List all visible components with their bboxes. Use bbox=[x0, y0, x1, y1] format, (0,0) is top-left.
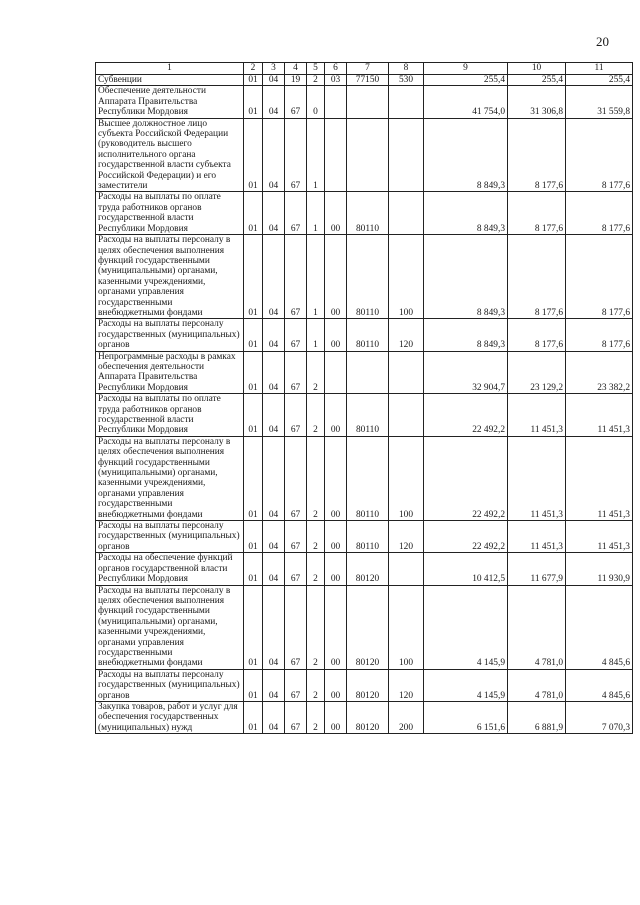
code-cell: 2 bbox=[307, 436, 325, 520]
code-cell: 04 bbox=[263, 75, 285, 86]
code-cell: 00 bbox=[325, 521, 347, 553]
code-cell: 67 bbox=[285, 394, 307, 437]
code-cell: 04 bbox=[263, 669, 285, 701]
col-header: 1 bbox=[96, 63, 244, 75]
code-cell: 01 bbox=[244, 521, 263, 553]
row-name: Расходы на выплаты персоналу государственных (муниципальных) органов bbox=[96, 521, 244, 553]
col-header: 11 bbox=[566, 63, 633, 75]
code-cell: 80120 bbox=[347, 701, 389, 733]
code-cell: 04 bbox=[263, 235, 285, 319]
code-cell: 01 bbox=[244, 319, 263, 351]
code-cell: 100 bbox=[389, 585, 424, 669]
header-row bbox=[96, 63, 633, 75]
code-cell: 67 bbox=[285, 192, 307, 235]
amount-cell: 4 145,9 bbox=[424, 669, 508, 701]
code-cell: 80120 bbox=[347, 585, 389, 669]
amount-cell: 23 382,2 bbox=[566, 351, 633, 394]
code-cell: 01 bbox=[244, 701, 263, 733]
code-cell: 01 bbox=[244, 553, 263, 585]
amount-cell: 11 451,3 bbox=[566, 394, 633, 437]
table-row bbox=[96, 192, 633, 235]
code-cell: 00 bbox=[325, 585, 347, 669]
amount-cell: 11 451,3 bbox=[566, 436, 633, 520]
table-row bbox=[96, 553, 633, 585]
code-cell: 01 bbox=[244, 394, 263, 437]
table-row bbox=[96, 86, 633, 118]
code-cell: 1 bbox=[307, 118, 325, 192]
row-name: Расходы на выплаты по оплате труда работников органов государственной власти Республики Мордовия bbox=[96, 394, 244, 437]
col-header: 4 bbox=[285, 63, 307, 75]
table-row bbox=[96, 75, 633, 86]
code-cell: 00 bbox=[325, 394, 347, 437]
code-cell bbox=[389, 118, 424, 192]
code-cell: 0 bbox=[307, 86, 325, 118]
amount-cell: 8 177,6 bbox=[508, 319, 566, 351]
row-name: Расходы на обеспечение функций органов государственной власти Республики Мордовия bbox=[96, 553, 244, 585]
amount-cell: 4 145,9 bbox=[424, 585, 508, 669]
table-row bbox=[96, 235, 633, 319]
row-name: Расходы на выплаты персоналу в целях обеспечения выполнения функций государственными (муниципальными) органами, казенными учреждениями, органами управления государственными внебюджетными фондами bbox=[96, 235, 244, 319]
amount-cell: 31 306,8 bbox=[508, 86, 566, 118]
row-name: Обеспечение деятельности Аппарата Правительства Республики Мордовия bbox=[96, 86, 244, 118]
col-header: 8 bbox=[389, 63, 424, 75]
table-row bbox=[96, 436, 633, 520]
code-cell: 530 bbox=[389, 75, 424, 86]
code-cell: 80110 bbox=[347, 235, 389, 319]
code-cell: 00 bbox=[325, 192, 347, 235]
code-cell: 120 bbox=[389, 521, 424, 553]
code-cell bbox=[389, 86, 424, 118]
amount-cell: 8 849,3 bbox=[424, 118, 508, 192]
code-cell: 04 bbox=[263, 394, 285, 437]
amount-cell: 4 845,6 bbox=[566, 585, 633, 669]
col-header: 7 bbox=[347, 63, 389, 75]
code-cell: 67 bbox=[285, 553, 307, 585]
table-row bbox=[96, 669, 633, 701]
code-cell: 80110 bbox=[347, 319, 389, 351]
amount-cell: 4 781,0 bbox=[508, 585, 566, 669]
row-name: Расходы на выплаты персоналу в целях обеспечения выполнения функций государственными (муниципальными) органами, казенными учреждениями, органами управления государственными внебюджетными фондами bbox=[96, 585, 244, 669]
code-cell: 03 bbox=[325, 75, 347, 86]
code-cell: 80110 bbox=[347, 521, 389, 553]
code-cell: 80120 bbox=[347, 669, 389, 701]
code-cell: 67 bbox=[285, 669, 307, 701]
amount-cell: 8 177,6 bbox=[508, 235, 566, 319]
amount-cell: 8 177,6 bbox=[566, 192, 633, 235]
code-cell bbox=[325, 351, 347, 394]
amount-cell: 11 451,3 bbox=[566, 521, 633, 553]
budget-table bbox=[95, 62, 633, 734]
code-cell: 67 bbox=[285, 521, 307, 553]
table-row bbox=[96, 319, 633, 351]
col-header: 10 bbox=[508, 63, 566, 75]
amount-cell: 11 451,3 bbox=[508, 394, 566, 437]
code-cell: 01 bbox=[244, 585, 263, 669]
amount-cell: 22 492,2 bbox=[424, 521, 508, 553]
code-cell: 04 bbox=[263, 86, 285, 118]
code-cell: 00 bbox=[325, 553, 347, 585]
code-cell: 2 bbox=[307, 585, 325, 669]
amount-cell: 8 177,6 bbox=[566, 118, 633, 192]
code-cell: 67 bbox=[285, 235, 307, 319]
code-cell: 01 bbox=[244, 86, 263, 118]
code-cell: 120 bbox=[389, 669, 424, 701]
code-cell: 2 bbox=[307, 553, 325, 585]
code-cell: 00 bbox=[325, 319, 347, 351]
code-cell: 1 bbox=[307, 319, 325, 351]
code-cell: 67 bbox=[285, 118, 307, 192]
amount-cell: 7 070,3 bbox=[566, 701, 633, 733]
code-cell: 2 bbox=[307, 351, 325, 394]
table-row bbox=[96, 118, 633, 192]
table-row bbox=[96, 701, 633, 733]
amount-cell: 11 677,9 bbox=[508, 553, 566, 585]
code-cell: 67 bbox=[285, 319, 307, 351]
col-header: 5 bbox=[307, 63, 325, 75]
code-cell: 80110 bbox=[347, 436, 389, 520]
code-cell: 1 bbox=[307, 192, 325, 235]
code-cell: 80110 bbox=[347, 192, 389, 235]
amount-cell: 22 492,2 bbox=[424, 394, 508, 437]
amount-cell: 6 151,6 bbox=[424, 701, 508, 733]
code-cell bbox=[325, 118, 347, 192]
code-cell: 2 bbox=[307, 521, 325, 553]
amount-cell: 10 412,5 bbox=[424, 553, 508, 585]
col-header: 2 bbox=[244, 63, 263, 75]
amount-cell: 255,4 bbox=[566, 75, 633, 86]
row-name: Субвенции bbox=[96, 75, 244, 86]
amount-cell: 255,4 bbox=[508, 75, 566, 86]
amount-cell: 23 129,2 bbox=[508, 351, 566, 394]
amount-cell: 32 904,7 bbox=[424, 351, 508, 394]
amount-cell: 8 849,3 bbox=[424, 235, 508, 319]
code-cell: 100 bbox=[389, 235, 424, 319]
code-cell: 67 bbox=[285, 351, 307, 394]
code-cell: 1 bbox=[307, 235, 325, 319]
col-header: 6 bbox=[325, 63, 347, 75]
code-cell: 19 bbox=[285, 75, 307, 86]
code-cell bbox=[347, 86, 389, 118]
code-cell: 01 bbox=[244, 75, 263, 86]
amount-cell: 11 451,3 bbox=[508, 521, 566, 553]
amount-cell: 8 177,6 bbox=[566, 319, 633, 351]
code-cell: 77150 bbox=[347, 75, 389, 86]
code-cell: 200 bbox=[389, 701, 424, 733]
code-cell: 80120 bbox=[347, 553, 389, 585]
code-cell: 04 bbox=[263, 521, 285, 553]
code-cell: 80110 bbox=[347, 394, 389, 437]
row-name: Высшее должностное лицо субъекта Российской Федерации (руководитель высшего исполнительного органа государственной власти субъекта Российской Федерации) и его заместители bbox=[96, 118, 244, 192]
page-number: 20 bbox=[596, 34, 609, 49]
code-cell: 01 bbox=[244, 436, 263, 520]
amount-cell: 11 451,3 bbox=[508, 436, 566, 520]
code-cell: 2 bbox=[307, 394, 325, 437]
amount-cell: 8 177,6 bbox=[566, 235, 633, 319]
code-cell: 01 bbox=[244, 235, 263, 319]
amount-cell: 8 849,3 bbox=[424, 192, 508, 235]
code-cell bbox=[389, 351, 424, 394]
code-cell: 120 bbox=[389, 319, 424, 351]
amount-cell: 31 559,8 bbox=[566, 86, 633, 118]
amount-cell: 6 881,9 bbox=[508, 701, 566, 733]
amount-cell: 255,4 bbox=[424, 75, 508, 86]
row-name: Непрограммные расходы в рамках обеспечения деятельности Аппарата Правительства Республики Мордовия bbox=[96, 351, 244, 394]
table-row bbox=[96, 585, 633, 669]
code-cell: 04 bbox=[263, 118, 285, 192]
table-row bbox=[96, 351, 633, 394]
table-row bbox=[96, 394, 633, 437]
row-name: Расходы на выплаты персоналу в целях обеспечения выполнения функций государственными (муниципальными) органами, казенными учреждениями, органами управления государственными внебюджетными фондами bbox=[96, 436, 244, 520]
row-name: Расходы на выплаты персоналу государственных (муниципальных) органов bbox=[96, 669, 244, 701]
code-cell: 04 bbox=[263, 319, 285, 351]
row-name: Расходы на выплаты по оплате труда работников органов государственной власти Республики Мордовия bbox=[96, 192, 244, 235]
code-cell: 04 bbox=[263, 436, 285, 520]
amount-cell: 8 177,6 bbox=[508, 118, 566, 192]
code-cell bbox=[389, 553, 424, 585]
col-header: 3 bbox=[263, 63, 285, 75]
code-cell: 01 bbox=[244, 669, 263, 701]
code-cell: 04 bbox=[263, 701, 285, 733]
code-cell: 04 bbox=[263, 192, 285, 235]
code-cell: 01 bbox=[244, 192, 263, 235]
code-cell: 100 bbox=[389, 436, 424, 520]
code-cell: 00 bbox=[325, 235, 347, 319]
code-cell bbox=[325, 86, 347, 118]
code-cell: 67 bbox=[285, 86, 307, 118]
amount-cell: 8 849,3 bbox=[424, 319, 508, 351]
code-cell: 2 bbox=[307, 701, 325, 733]
code-cell: 00 bbox=[325, 669, 347, 701]
code-cell: 01 bbox=[244, 118, 263, 192]
code-cell: 67 bbox=[285, 436, 307, 520]
code-cell: 67 bbox=[285, 701, 307, 733]
code-cell: 04 bbox=[263, 585, 285, 669]
table-row bbox=[96, 521, 633, 553]
code-cell bbox=[347, 118, 389, 192]
amount-cell: 11 930,9 bbox=[566, 553, 633, 585]
code-cell: 67 bbox=[285, 585, 307, 669]
col-header: 9 bbox=[424, 63, 508, 75]
code-cell: 00 bbox=[325, 701, 347, 733]
row-name: Закупка товаров, работ и услуг для обеспечения государственных (муниципальных) нужд bbox=[96, 701, 244, 733]
code-cell: 2 bbox=[307, 75, 325, 86]
code-cell: 01 bbox=[244, 351, 263, 394]
code-cell bbox=[389, 192, 424, 235]
amount-cell: 8 177,6 bbox=[508, 192, 566, 235]
amount-cell: 4 781,0 bbox=[508, 669, 566, 701]
amount-cell: 22 492,2 bbox=[424, 436, 508, 520]
code-cell: 04 bbox=[263, 553, 285, 585]
code-cell: 04 bbox=[263, 351, 285, 394]
amount-cell: 4 845,6 bbox=[566, 669, 633, 701]
code-cell: 00 bbox=[325, 436, 347, 520]
code-cell bbox=[389, 394, 424, 437]
code-cell: 2 bbox=[307, 669, 325, 701]
row-name: Расходы на выплаты персоналу государственных (муниципальных) органов bbox=[96, 319, 244, 351]
code-cell bbox=[347, 351, 389, 394]
amount-cell: 41 754,0 bbox=[424, 86, 508, 118]
